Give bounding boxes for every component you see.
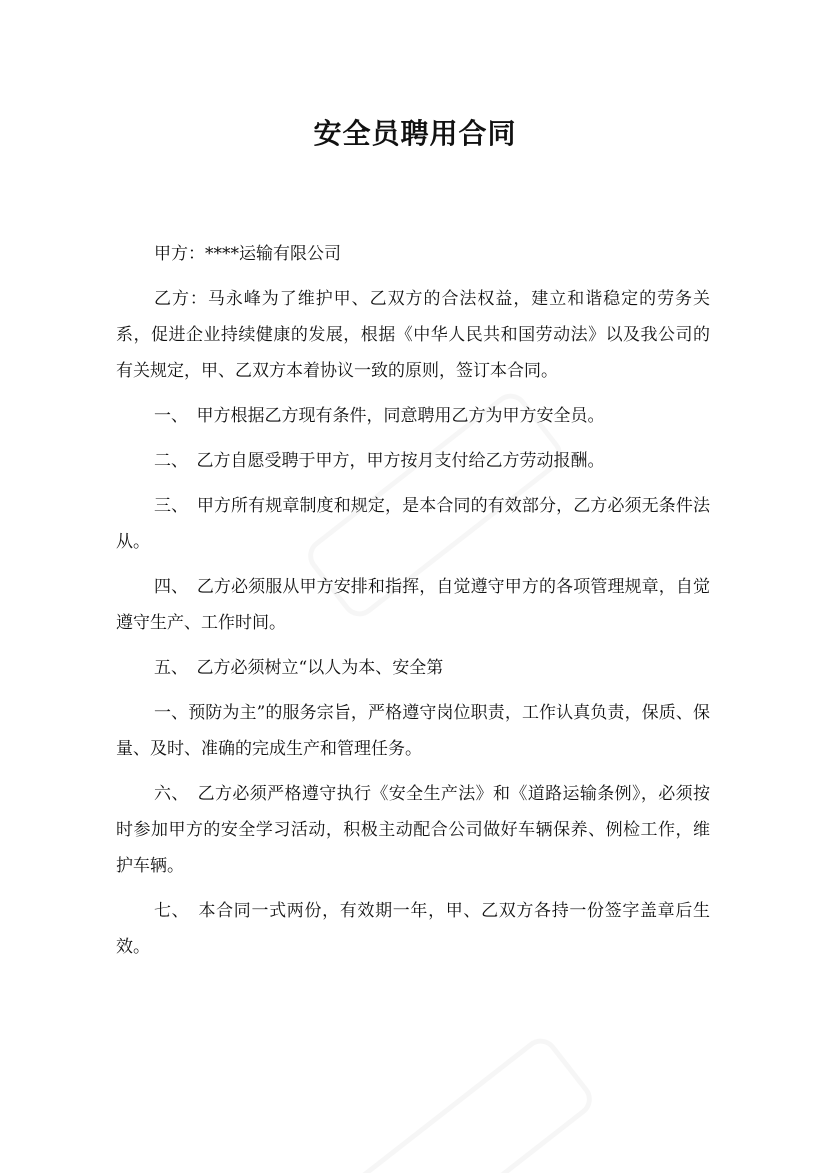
watermark [331, 1031, 599, 1173]
party-a-line: 甲方：****运输有限公司 [154, 244, 341, 264]
clause-5-continuation: 一、预防为主”的服务宗旨，严格遵守岗位职责，工作认真负责，保质、保量、及时、准确的完成生产和管理任务。 [116, 703, 710, 759]
clause-7: 七、 本合同一式两份，有效期一年，甲、乙双方各持一份签字盖章后生效。 [116, 901, 710, 957]
clause-1: 一、 甲方根据乙方现有条件，同意聘用乙方为甲方安全员。 [154, 406, 605, 426]
clause-2: 二、 乙方自愿受聘于甲方，甲方按月支付给乙方劳动报酬。 [154, 451, 605, 471]
party-b-paragraph: 乙方：马永峰为了维护甲、乙双方的合法权益，建立和谐稳定的劳务关系，促进企业持续健康的发展，根据《中华人民共和国劳动法》以及我公司的有关规定，甲、乙双方本着协议一致的原则，签订本合同。 [116, 289, 710, 381]
document-body [116, 236, 710, 974]
clause-4: 四、 乙方必须服从甲方安排和指挥，自觉遵守甲方的各项管理规章，自觉遵守生产、工作时间。 [116, 577, 710, 633]
clause-6: 六、 乙方必须严格遵守执行《安全生产法》和《道路运输条例》，必须按时参加甲方的安全学习活动，积极主动配合公司做好车辆保养、例检工作，维护车辆。 [116, 784, 710, 876]
clause-3: 三、 甲方所有规章制度和规定，是本合同的有效部分，乙方必须无条件法从。 [116, 496, 710, 552]
document-title: 安全员聘用合同 [313, 117, 517, 150]
clause-5: 五、 乙方必须树立“以人为本、安全第 [154, 658, 444, 678]
